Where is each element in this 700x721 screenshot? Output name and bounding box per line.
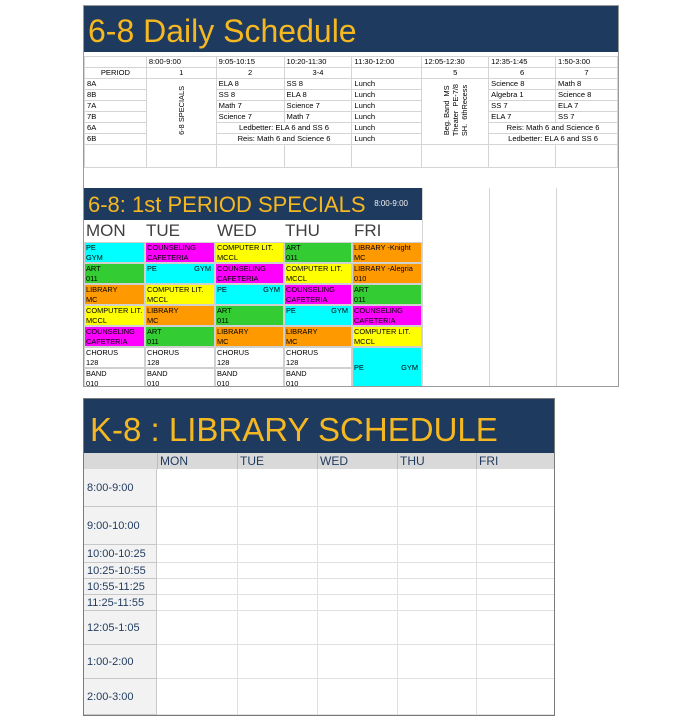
period-cell [352, 68, 422, 79]
class-label: 6B [85, 134, 147, 145]
specials-cell-room: CAFETERIA [286, 295, 328, 304]
specials-cell-room: GYM [263, 285, 280, 294]
class-cell: SS 8 [284, 79, 352, 90]
specials-cell-room: 010 [286, 379, 299, 387]
specials-cell-room: GYM [331, 306, 348, 315]
specials-cell [284, 368, 352, 387]
library-time-slot: 10:00-10:25 [84, 545, 157, 563]
specials-cell-room: CAFETERIA [147, 253, 189, 262]
lib-day-mon: MON [157, 453, 237, 469]
library-slot-row[interactable] [157, 579, 554, 595]
class-cell: SS 7 [489, 101, 556, 112]
period-cell: 5 [422, 68, 489, 79]
class-cell: Science 8 [489, 79, 556, 90]
library-time-slot: 9:00-10:00 [84, 507, 157, 545]
library-slot-row[interactable] [157, 645, 554, 679]
specials-cell-name: CHORUS [86, 348, 119, 357]
specials-cell [84, 326, 145, 347]
class-cell: Lunch [352, 134, 422, 145]
specials-cell-room: MCCL [286, 274, 307, 283]
class-cell: Math 8 [556, 79, 618, 90]
class-cell: Ledbetter: ELA 6 and SS 6 [489, 134, 618, 145]
class-cell: Science 8 [556, 90, 618, 101]
library-time-slot: 1:00-2:00 [84, 645, 157, 679]
class-cell: SS 8 [216, 90, 284, 101]
specials-cell-name: ART [286, 243, 301, 252]
library-slot-row[interactable] [157, 545, 554, 563]
time-cell: 12:05-12:30 [422, 57, 489, 68]
class-cell: Science 7 [284, 101, 352, 112]
library-time-slot: 8:00-9:00 [84, 469, 157, 507]
specials-cell-room: MC [147, 316, 159, 325]
specials-cell [352, 347, 422, 387]
specials-title: 6-8: 1st PERIOD SPECIALS [88, 192, 366, 217]
specials-cell-room: MCCL [354, 337, 375, 346]
specials-cell [84, 242, 145, 263]
specials-cell [84, 305, 145, 326]
class-cell: Reis: Math 6 and Science 6 [489, 123, 618, 134]
specials-cell [284, 347, 352, 368]
class-cell: Algebra 1 [489, 90, 556, 101]
specials-cell-room: CAFETERIA [86, 337, 128, 346]
daily-schedule-table [84, 56, 618, 168]
specials-cell-name: ART [147, 327, 162, 336]
specials-cell-name: LIBRARY -Knight [354, 243, 411, 252]
lib-day-thu: THU [397, 453, 476, 469]
day-wed: WED [217, 221, 257, 240]
specials-cell-room: 128 [147, 358, 160, 367]
specials-cell-name: ART [217, 306, 232, 315]
specials-cell-room: CAFETERIA [354, 316, 396, 325]
specials-cell-name: ART [354, 285, 369, 294]
specials-cell [352, 305, 422, 326]
specials-cell-room: MCCL [86, 316, 107, 325]
period5-block [422, 79, 489, 145]
day-tue: TUE [146, 221, 180, 240]
daily-grid-continuation [422, 188, 618, 387]
specials-cell-room: GYM [86, 253, 103, 262]
library-time-slot: 10:25-10:55 [84, 563, 157, 579]
specials-cell-name: COUNSELING [217, 264, 266, 273]
day-thu: THU [285, 221, 320, 240]
specials-cell-name: PE [354, 363, 364, 372]
library-slot-row[interactable] [157, 469, 554, 507]
day-fri: FRI [354, 221, 382, 240]
specials-block [146, 79, 216, 145]
specials-cell [215, 326, 284, 347]
specials-cell-name: BAND [217, 369, 238, 378]
period-cell: PERIOD [85, 68, 147, 79]
period-cell: 2 [216, 68, 284, 79]
specials-cell-room: 011 [286, 253, 298, 262]
specials-cell [145, 263, 215, 284]
class-label: 7A [85, 101, 147, 112]
time-cell: 12:35-1:45 [489, 57, 556, 68]
specials-cell-room: 128 [286, 358, 299, 367]
times-row [85, 57, 618, 68]
period-cell: 7 [556, 68, 618, 79]
specials-cell-room: MC [217, 337, 229, 346]
specials-cell [284, 326, 352, 347]
class-label: 6A [85, 123, 147, 134]
specials-cell-name: PE [86, 243, 96, 252]
specials-cell-name: BAND [86, 369, 107, 378]
specials-title-bar [84, 188, 422, 220]
specials-cell [145, 305, 215, 326]
period-cell: 6 [489, 68, 556, 79]
specials-cell-name: LIBRARY [286, 327, 318, 336]
library-time-slot: 10:55-11:25 [84, 579, 157, 595]
specials-cell-room: MCCL [147, 295, 168, 304]
library-slot-row[interactable] [157, 563, 554, 579]
time-cell: 10:20-11:30 [284, 57, 352, 68]
specials-cell [352, 326, 422, 347]
library-schedule-sheet [83, 398, 555, 716]
specials-cell [284, 263, 352, 284]
specials-cell-name: PE [147, 264, 157, 273]
periods-row [85, 68, 618, 79]
specials-cell-room: 010 [86, 379, 99, 387]
specials-cell-name: PE [286, 306, 296, 315]
blank-row [85, 145, 618, 168]
specials-cell-name: COMPUTER LIT. [217, 243, 274, 252]
specials-cell-room: 011 [86, 274, 98, 283]
specials-cell-name: COMPUTER LIT. [86, 306, 143, 315]
specials-cell [215, 347, 284, 368]
lib-day-fri: FRI [476, 453, 554, 469]
specials-cell-room: 010 [354, 274, 367, 283]
library-time-slot: 11:25-11:55 [84, 595, 157, 611]
specials-cell-name: LIBRARY [147, 306, 179, 315]
class-cell: Reis: Math 6 and Science 6 [216, 134, 352, 145]
specials-time: 8:00-9:00 [374, 199, 408, 208]
specials-vertical-label: 6-8 SPECIALS [176, 85, 186, 135]
period-cell: 3-4 [284, 68, 352, 79]
class-cell: Science 7 [216, 112, 284, 123]
specials-cell-name: ART [86, 264, 101, 273]
specials-cell-room: GYM [194, 264, 211, 273]
specials-cell [215, 263, 284, 284]
lib-day-tue: TUE [237, 453, 317, 469]
class-cell: Lunch [352, 112, 422, 123]
specials-cell-name: LIBRARY [86, 285, 118, 294]
library-slot-row[interactable] [157, 679, 554, 715]
class-cell: Lunch [352, 101, 422, 112]
specials-cell [215, 368, 284, 387]
specials-cell-room: MCCL [217, 253, 238, 262]
specials-cell [284, 284, 352, 305]
library-time-slot: 2:00-3:00 [84, 679, 157, 715]
specials-cell-room: 010 [217, 379, 230, 387]
class-label: 8B [85, 90, 147, 101]
period-cell: 1 [146, 68, 216, 79]
specials-cell [352, 263, 422, 284]
specials-cell [215, 242, 284, 263]
specials-cell-name: PE [217, 285, 227, 294]
specials-cell-name: COMPUTER LIT. [354, 327, 411, 336]
specials-cell-room: 128 [217, 358, 230, 367]
time-cell: 1:50-3:00 [556, 57, 618, 68]
class-cell: ELA 8 [216, 79, 284, 90]
specials-cell [284, 305, 352, 326]
class-cell: SS 7 [556, 112, 618, 123]
specials-cell-name: CHORUS [147, 348, 180, 357]
class-cell: ELA 8 [284, 90, 352, 101]
specials-cell-name: COUNSELING [286, 285, 335, 294]
class-cell: ELA 7 [556, 101, 618, 112]
specials-cell [352, 242, 422, 263]
time-cell: 11:30-12:00 [352, 57, 422, 68]
class-label: 7B [85, 112, 147, 123]
specials-cell [84, 347, 145, 368]
specials-cell [84, 368, 145, 387]
specials-cell-name: COUNSELING [147, 243, 196, 252]
class-cell: Lunch [352, 79, 422, 90]
specials-cell-room: 011 [217, 316, 229, 325]
specials-cell-room: MC [286, 337, 298, 346]
class-row [85, 79, 618, 90]
specials-cell [145, 368, 215, 387]
specials-cell [215, 284, 284, 305]
class-cell: ELA 7 [489, 112, 556, 123]
specials-cell-name: CHORUS [286, 348, 319, 357]
specials-cell-room: GYM [401, 363, 418, 372]
library-schedule-title: K-8 : LIBRARY SCHEDULE [84, 399, 554, 453]
time-cell [85, 57, 147, 68]
specials-cell-room: MC [86, 295, 98, 304]
specials-cell [352, 284, 422, 305]
specials-cell [84, 284, 145, 305]
class-cell: Math 7 [216, 101, 284, 112]
specials-cell-room: 011 [147, 337, 159, 346]
library-slot-row[interactable] [157, 611, 554, 645]
daily-schedule-title: 6-8 Daily Schedule [84, 6, 618, 52]
library-time-slot: 12:05-1:05 [84, 611, 157, 645]
specials-cell [145, 326, 215, 347]
specials-cell [145, 347, 215, 368]
specials-cell-room: 011 [354, 295, 366, 304]
specials-cell [84, 263, 145, 284]
lib-day-wed: WED [317, 453, 397, 469]
specials-cell-room: 128 [86, 358, 99, 367]
library-days-header [84, 453, 554, 469]
class-cell: Lunch [352, 90, 422, 101]
daily-schedule-sheet [83, 5, 619, 387]
specials-cell [145, 284, 215, 305]
specials-cell-name: LIBRARY [217, 327, 249, 336]
class-label: 8A [85, 79, 147, 90]
specials-cell-room: CAFETERIA [217, 274, 259, 283]
specials-cell [145, 242, 215, 263]
class-cell: Ledbetter: ELA 6 and SS 6 [216, 123, 352, 134]
specials-cell-name: COMPUTER LIT. [147, 285, 204, 294]
specials-cell-name: CHORUS [217, 348, 250, 357]
time-cell: 9:05-10:15 [216, 57, 284, 68]
specials-cell-name: COMPUTER LIT. [286, 264, 343, 273]
specials-cell [284, 242, 352, 263]
specials-cell-name: BAND [286, 369, 307, 378]
time-cell: 8:00-9:00 [146, 57, 216, 68]
specials-cell-name: BAND [147, 369, 168, 378]
specials-cell-name: COUNSELING [86, 327, 135, 336]
specials-cell-room: MC [354, 253, 366, 262]
library-slot-row[interactable] [157, 507, 554, 545]
specials-cell-name: COUNSELING [354, 306, 403, 315]
library-slot-row[interactable] [157, 595, 554, 611]
period5-vertical-label: Beg. Band MS Theater PE-7/8 SH. 6thRecess [441, 83, 469, 137]
class-cell: Math 7 [284, 112, 352, 123]
specials-days-row [84, 220, 422, 242]
class-cell: Lunch [352, 123, 422, 134]
specials-cell [215, 305, 284, 326]
specials-cell-name: LIBRARY -Alegria [354, 264, 413, 273]
day-mon: MON [86, 221, 126, 240]
specials-cell-room: 010 [147, 379, 160, 387]
